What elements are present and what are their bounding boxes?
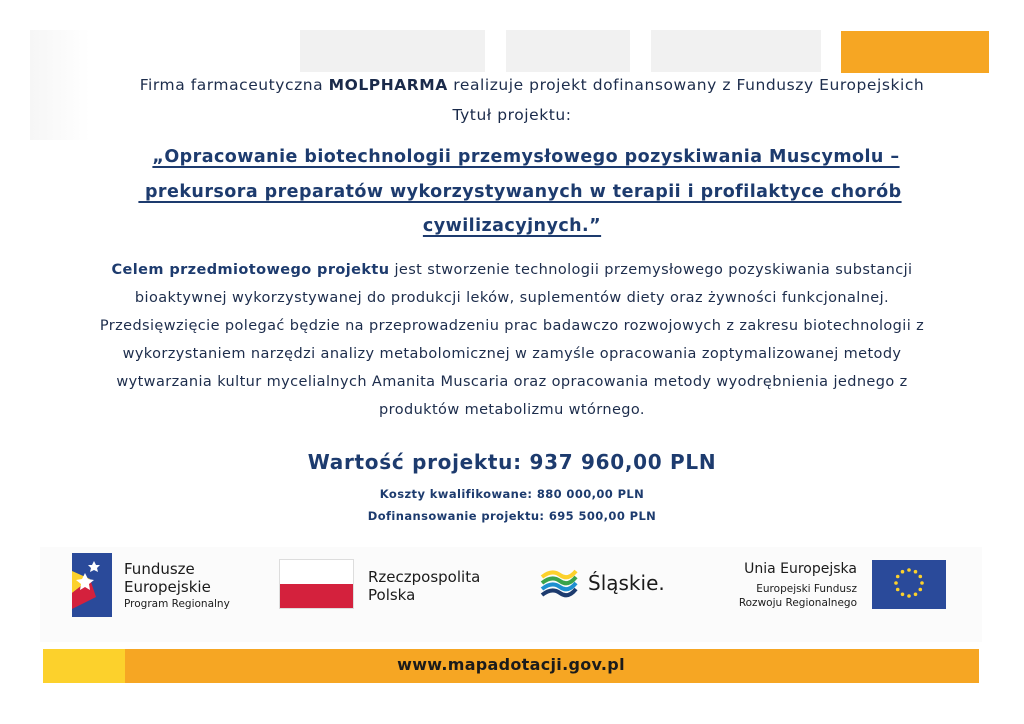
ue-line-3: Rozwoju Regionalnego [738,597,857,609]
project-value: Wartość projektu: 937 960,00 PLN [307,450,717,474]
intro-text [40,76,1024,94]
eligible-costs: Koszty kwalifikowane: 880 000,00 PLN [379,487,645,501]
top-decor-block-1 [300,30,485,72]
top-decor-block-3 [651,30,821,72]
ue-title: Unia Europejska [744,561,857,577]
fe-line-3: Program Regionalny [124,598,230,610]
description-line-6: produktów metabolizmu wtórnego. [379,402,645,418]
company-name: MOLPHARMA [328,76,448,94]
project-title-label: Tytuł projektu: [452,106,572,124]
logo-strip [40,547,982,642]
intro-pre: Firma farmaceutyczna [139,76,329,94]
rp-line-2: Polska [368,586,416,604]
polish-flag-icon [279,559,354,609]
project-title-line-3: cywilizacyjnych.” [422,216,602,236]
slaskie-logo-icon [538,565,578,601]
project-title-line-1: „Opracowanie biotechnologii przemysłowego pozyskiwania Muscymolu – [152,147,900,167]
description-line-5: wytwarzania kultur mycelialnych Amanita Muscaria oraz opracowania metody wyodrębnienia jednego z [116,374,908,390]
eu-flag-icon [872,560,946,609]
rp-line-1: Rzeczpospolita [368,568,481,586]
intro-post: realizuje projekt dofinansowany z Funduszy Europejskich [447,76,925,94]
fe-line-1: Fundusze [124,560,195,578]
fe-line-2: Europejskie [124,578,211,596]
ue-line-2: Europejski Fundusz [756,583,857,595]
footer-url-link[interactable]: www.mapadotacji.gov.pl [397,655,625,674]
description-line-1 [0,262,1024,278]
description-line-1-rest: jest stworzenie technologii przemysłowego pozyskiwania substancji [389,262,913,278]
description-lead: Celem przedmiotowego projektu [111,262,390,278]
top-orange-block [841,31,989,73]
funding-amount: Dofinansowanie projektu: 695 500,00 PLN [367,509,657,523]
fundusze-europejskie-logo-icon [72,553,112,617]
slaskie-name: Śląskie. [588,571,665,595]
description-line-2: bioaktywnej wykorzystywanej do produkcji leków, suplementów diety oraz żywności funkcjonalnej. [134,290,890,306]
top-decor-block-2 [506,30,630,72]
description-line-3: Przedsięwzięcie polegać będzie na przeprowadzeniu prac badawczo rozwojowych z zakresu biotechnologii z [99,318,925,334]
description-line-4: wykorzystaniem narzędzi analizy metabolomicznej w zamyśle opracowania zoptymalizowanej metody [122,346,902,362]
project-title-line-2: prekursora preparatów wykorzystywanych w terapii i profilaktyce chorób [138,182,902,202]
